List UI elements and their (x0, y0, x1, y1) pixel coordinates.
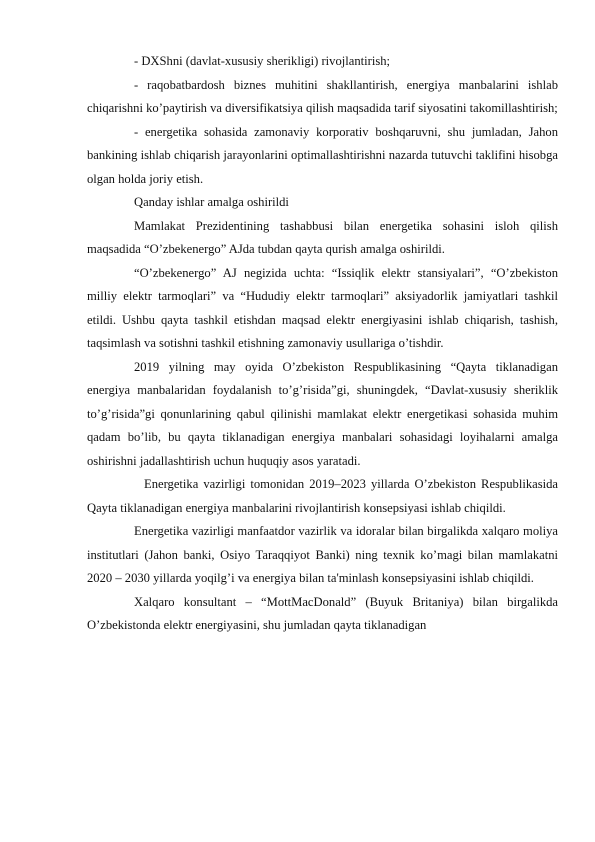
bullet-ppp-development: - DXShni (davlat-xususiy sherikligi) rivojlantirish; (134, 54, 391, 68)
paragraph-reform: Mamlakat Prezidentining tashabbusi bilan energetika sohasini isloh qilish maqsadida “O’zbekenergo” AJda tubdan qayta qurish amalga oshirildi. (87, 218, 558, 256)
paragraph-consultant: Xalqaro konsultant – “MottMacDonald” (Buyuk Britaniya) bilan birgalikda O’zbekistonda elektr energiyasini, shu jumladan qayta tiklanadigan (87, 594, 558, 632)
paragraph-laws-2019: 2019 yilning may oyida O’zbekiston Respublikasining “Qayta tiklanadigan energiya manbalaridan foydalanish to’g’risida”gi, shuningdek, “Davlat-xususiy sheriklik to’g’risida”gi qonunlarining qabul qilinishi mamlakat elektr energetikasi sohasida muhim qadam bo’lib, bu qayta tiklanadigan energiya manbalari sohasidagi loyihalarni amalga oshirishni jadallashtirish uchun huquqiy asos yaratadi. (87, 359, 558, 468)
paragraph-joint-stock-companies: “O’zbekenergo” AJ negizida uchta: “Issiqlik elektr stansiyalari”, “O’zbekiston milliy elektr tarmoqlari” va “Hududiy elektr tarmoqlari” aksiyadorlik jamiyatlari tashkil etildi. Ushbu qayta tashkil etishdan maqsad elektr energiyasini ishlab chiqarish, tashish, taqsimlash va sotishni tashkil etishning zamonaviy usullariga o’tishdir. (87, 265, 558, 350)
section-heading: Qanday ishlar amalga oshirildi (134, 195, 289, 209)
bullet-tariff-policy: - raqobatbardosh biznes muhitini shakllantirish, energiya manbalarini ishlab chiqarishni ko’paytirish va diversifikatsiya qilish maqsadida tarif siyosatini takomillashtirish; (87, 77, 558, 115)
bullet-corporate-governance: - energetika sohasida zamonaviy korporativ boshqaruvni, shu jumladan, Jahon bankining ishlab chiqarish jarayonlarini optimallashtirishni nazarda tutuvchi taklifini hisobga olgan holda joriy etish. (87, 124, 558, 186)
document-page (87, 50, 558, 638)
paragraph-energy-concept-2030: Energetika vazirligi manfaatdor vazirlik va idoralar bilan birgalikda xalqaro moliya institutlari (Jahon banki, Osiyo Taraqqiyot Banki) ning texnik ko’magi bilan mamlakatni 2020 – 2030 yillarda yoqilg’i va energiya bilan ta'minlash konsepsiyasini ishlab chiqildi. (87, 524, 558, 585)
paragraph-renewable-concept: Energetika vazirligi tomonidan 2019–2023 yillarda O’zbekiston Respublikasida Qayta tiklanadigan energiya manbalarini rivojlantirish konsepsiyasi ishlab chiqildi. (87, 477, 558, 515)
